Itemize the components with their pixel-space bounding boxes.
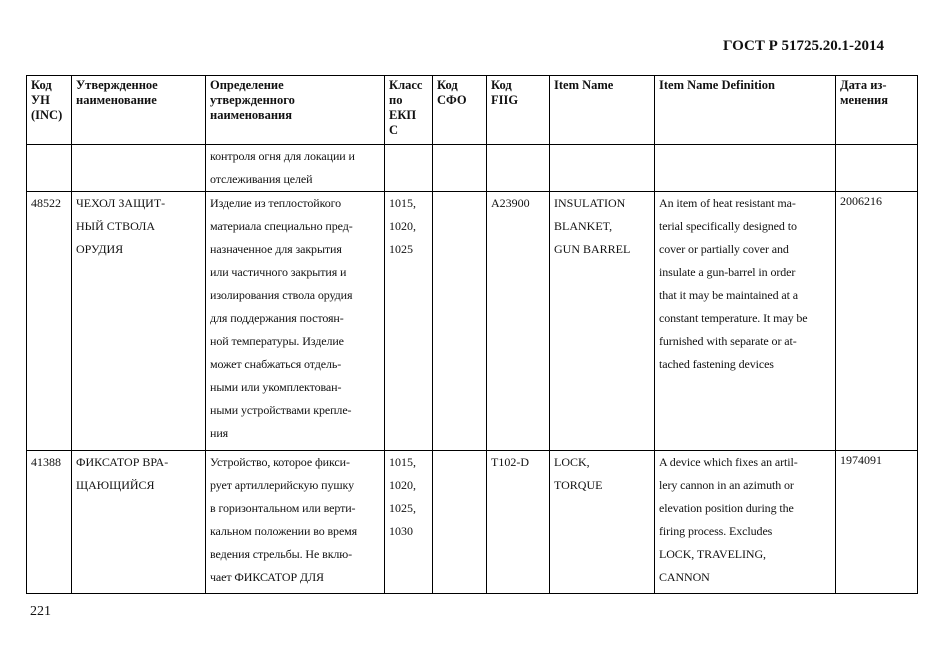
catalog-table xyxy=(26,75,918,594)
table-row-continuation xyxy=(27,145,918,192)
cell-item-definition: A device which fixes an artil- lery cannon in an azimuth or elevation position during the firing process. Excludes LOCK, TRAVELING, CANNON xyxy=(655,451,836,594)
cell-fiig xyxy=(487,145,550,192)
cell-fiig: A23900 xyxy=(487,192,550,451)
cell-date: 2006216 xyxy=(836,192,918,451)
cell-sfo xyxy=(433,145,487,192)
col-change-date: Дата из- менения xyxy=(836,76,918,145)
cell-inc: 48522 xyxy=(27,192,72,451)
cell-definition: Изделие из теплостойкого материала специально пред- назначенное для закрытия или частичного закрытия и изолирования ствола орудия для поддержания постоян- ной температуры. Изделие может снабжаться отдель- ными или укомплектован- ными устройствами крепле- ния xyxy=(206,192,385,451)
cell-item-name: INSULATION BLANKET, GUN BARREL xyxy=(550,192,655,451)
cell-date: 1974091 xyxy=(836,451,918,594)
cell-class: 1015, 1020, 1025, 1030 xyxy=(385,451,433,594)
cell-definition: контроля огня для локации и отслеживания целей xyxy=(206,145,385,192)
cell-name xyxy=(72,145,206,192)
cell-class: 1015, 1020, 1025 xyxy=(385,192,433,451)
cell-fiig: T102-D xyxy=(487,451,550,594)
cell-name: ФИКСАТОР ВРА- ЩАЮЩИЙСЯ xyxy=(72,451,206,594)
table-row xyxy=(27,192,918,451)
cell-sfo xyxy=(433,451,487,594)
cell-sfo xyxy=(433,192,487,451)
col-inc: Код УН (INC) xyxy=(27,76,72,145)
document-code: ГОСТ Р 51725.20.1-2014 xyxy=(723,38,885,54)
col-sfo: Код СФО xyxy=(433,76,487,145)
cell-item-definition xyxy=(655,145,836,192)
cell-inc xyxy=(27,145,72,192)
col-item-name: Item Name xyxy=(550,76,655,145)
page-number: 221 xyxy=(30,604,51,619)
cell-name: ЧЕХОЛ ЗАЩИТ- НЫЙ СТВОЛА ОРУДИЯ xyxy=(72,192,206,451)
cell-item-name xyxy=(550,145,655,192)
cell-date xyxy=(836,145,918,192)
header-row xyxy=(27,76,918,145)
cell-class xyxy=(385,145,433,192)
col-approved-name: Утвержденное наименование xyxy=(72,76,206,145)
col-definition: Определение утвержденного наименования xyxy=(206,76,385,145)
col-item-definition: Item Name Definition xyxy=(655,76,836,145)
cell-item-name: LOCK, TORQUE xyxy=(550,451,655,594)
col-fiig: Код FIIG xyxy=(487,76,550,145)
cell-definition: Устройство, которое фикси- рует артиллерийскую пушку в горизонтальном или верти- кальном положении во время ведения стрельбы. Не вклю- чает ФИКСАТОР ДЛЯ xyxy=(206,451,385,594)
col-class: Класс по ЕКП С xyxy=(385,76,433,145)
table-row xyxy=(27,451,918,594)
cell-inc: 41388 xyxy=(27,451,72,594)
cell-item-definition: An item of heat resistant ma- terial specifically designed to cover or partially cover and insulate a gun-barrel in order that it may be maintained at a constant temperature. It may be furnished with separate or at- tached fastening devices xyxy=(655,192,836,451)
